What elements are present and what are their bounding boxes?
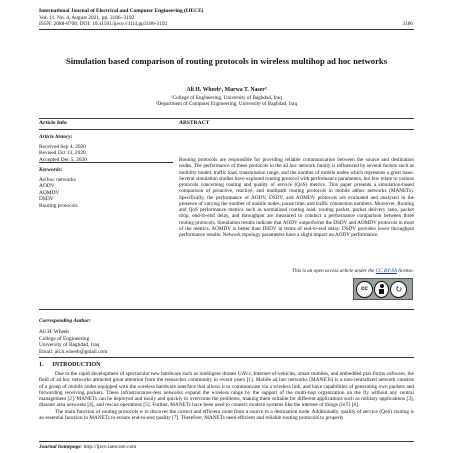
corr-name: Ali H. Wheeb (39, 329, 69, 335)
corresponding-author (39, 329, 107, 355)
license-link[interactable]: CC BY-SA (375, 268, 397, 274)
open-access-note (179, 268, 414, 274)
info-top-rule (39, 118, 414, 119)
abstract-label: ABSTRACT (179, 120, 210, 126)
history-label: Article history: (39, 134, 73, 140)
cc-icon: cc (356, 281, 373, 298)
keywords-label: Keywords: (39, 167, 63, 173)
article-info-label: Article Info (39, 120, 67, 126)
open-access-prefix: This is an open access article under the (292, 268, 376, 274)
section-heading-introduction: 1. INTRODUCTION (39, 362, 101, 368)
keyword-item: DSDV (39, 196, 54, 202)
info-mid-rule (39, 129, 414, 130)
header-rule (39, 29, 414, 30)
affiliations (39, 95, 414, 108)
paper-title: Simulation based comparison of routing protocols in wireless multihop ad hoc networks (65, 56, 388, 66)
corr-email: Email: ali.h.wheeb@gmail.com (39, 348, 108, 355)
history-revised: Revised Oct 13, 2020 (39, 150, 86, 156)
paper-authors: Ali H. Wheeb¹, Marwa T. Naser² (186, 87, 267, 93)
introduction-body (39, 371, 414, 421)
journal-name: International Journal of Electrical and Computer Engineering (IJECE) (39, 8, 204, 14)
intro-paragraph-2: The main function of routing protocols is to discover the correct and efficient route from a source to a destination node. Additionally, quality of service (QoS) routing is an essential function in MANETs to ensure end-to-end quality [7]. Therefore, MANETs need efficient and reliable routing protocols to properly (39, 408, 414, 422)
attribution-icon (374, 281, 389, 298)
page-number: 3186 (402, 21, 413, 27)
keyword-item: AODV (39, 183, 55, 189)
footer-url[interactable]: : http://ijece.iaescore.com (80, 444, 137, 450)
history-received: Received Sep 4, 2020 (39, 143, 87, 150)
corr-university: University of Baghdad, Iraq (39, 342, 100, 349)
journal-volume: Vol. 11, No. 4, August 2021, pp. 3186~3192 (39, 14, 135, 21)
history-rule (39, 162, 173, 163)
intro-paragraph-1: Due to the rapid development of spectacular new hardware such as intelligent drones UAVs, Internet-of-vehicles, smart mobiles, and embedded plat-forms software, the field of ad hoc networks attracted great attention from the researcher community in recent years [1]. Mobile ad hoc networks (MANETs) is a non-centralized network consists of a group of mobile nodes equipped with the wireless hardware interface that allows it to communicate via a wireless link, and have capabilities of generating own packets and forwarding receiving packets. These infrastructures-less networks expand the wireless range by the support of the multi-hop organization on the fly without any central management [2]. MANETs can be deployed and easily and quickly to overcome the problems, making them suitable for different applications such as military applications [3], disaster area networks [4], and rescue operations [5]. Further, MANETs have been used to connect modern systems like the internet of things (IoT) [6]. (39, 371, 414, 409)
open-access-suffix: license. (397, 268, 414, 274)
affiliation-2: ²Department of Computer Engineering, University of Baghdad, Iraq (155, 101, 298, 108)
keyword-item: Routing protocols (39, 202, 78, 209)
footer-label: Journal homepage (39, 444, 81, 450)
keyword-item: Ad hoc networks (39, 176, 76, 183)
corresponding-label: Corresponding Author: (39, 318, 92, 324)
abstract-text: Routing protocols are responsible for providing reliable communication between the source and destination nodes. The performance of these protocols in the ad hoc network family is influenced by several factors such as mobility model, traffic load, transmission range, and the number of mobile nodes which represents a great issue. Several simulation studies have explored routing protocol with performance parameters, but few relate to various protocols concerning routing and quality of service (QoS) metrics. This paper presents a simulation-based comparison of proactive, reactive, and multipath routing protocols in mobile adhoc networks (MANETs). Specifically, the performance of AODV, DSDV, and AOMDV protocols are evaluated and analyzed in the presence of varying the number of mobile nodes, pause time, and traffic connection numbers. Moreover, Routing and QoS performance metrics such as normalized routing load, routing packet, packet delivery ratio, packet drop, end-to-end delay, and throughput are measured to conduct a performance comparison between three routing protocols. Simulation results indicate that AODV outperforms the DSDV and AOMDV protocols in most of the metrics. AOMDV is better than DSDV in terms of end-to-end delay. DSDV provides lower throughput performance results. Network topology parameters have a slight impact on AODV performance. (179, 157, 414, 238)
cc-by-sa-badge[interactable] (353, 278, 413, 300)
corr-bottom-rule (39, 357, 414, 358)
journal-footer (39, 444, 136, 450)
corr-college: College of Engineering (39, 335, 90, 342)
share-alike-icon: ↻ (390, 281, 407, 298)
history-accepted: Accepted Dec 5, 2020 (39, 156, 87, 163)
journal-issn: ISSN: 2088-8708, DOI: 10.11591/ijece.v11i4.pp3186-3192 (39, 21, 168, 27)
footer-rule (39, 441, 414, 442)
keyword-item: AOMDV (39, 189, 60, 196)
affiliation-1: ¹College of Engineering, University of Baghdad, Iraq (171, 95, 282, 101)
journal-header (39, 8, 203, 28)
article-history (39, 134, 87, 163)
keywords-block (39, 167, 78, 209)
abstract-bottom-rule (39, 309, 414, 310)
